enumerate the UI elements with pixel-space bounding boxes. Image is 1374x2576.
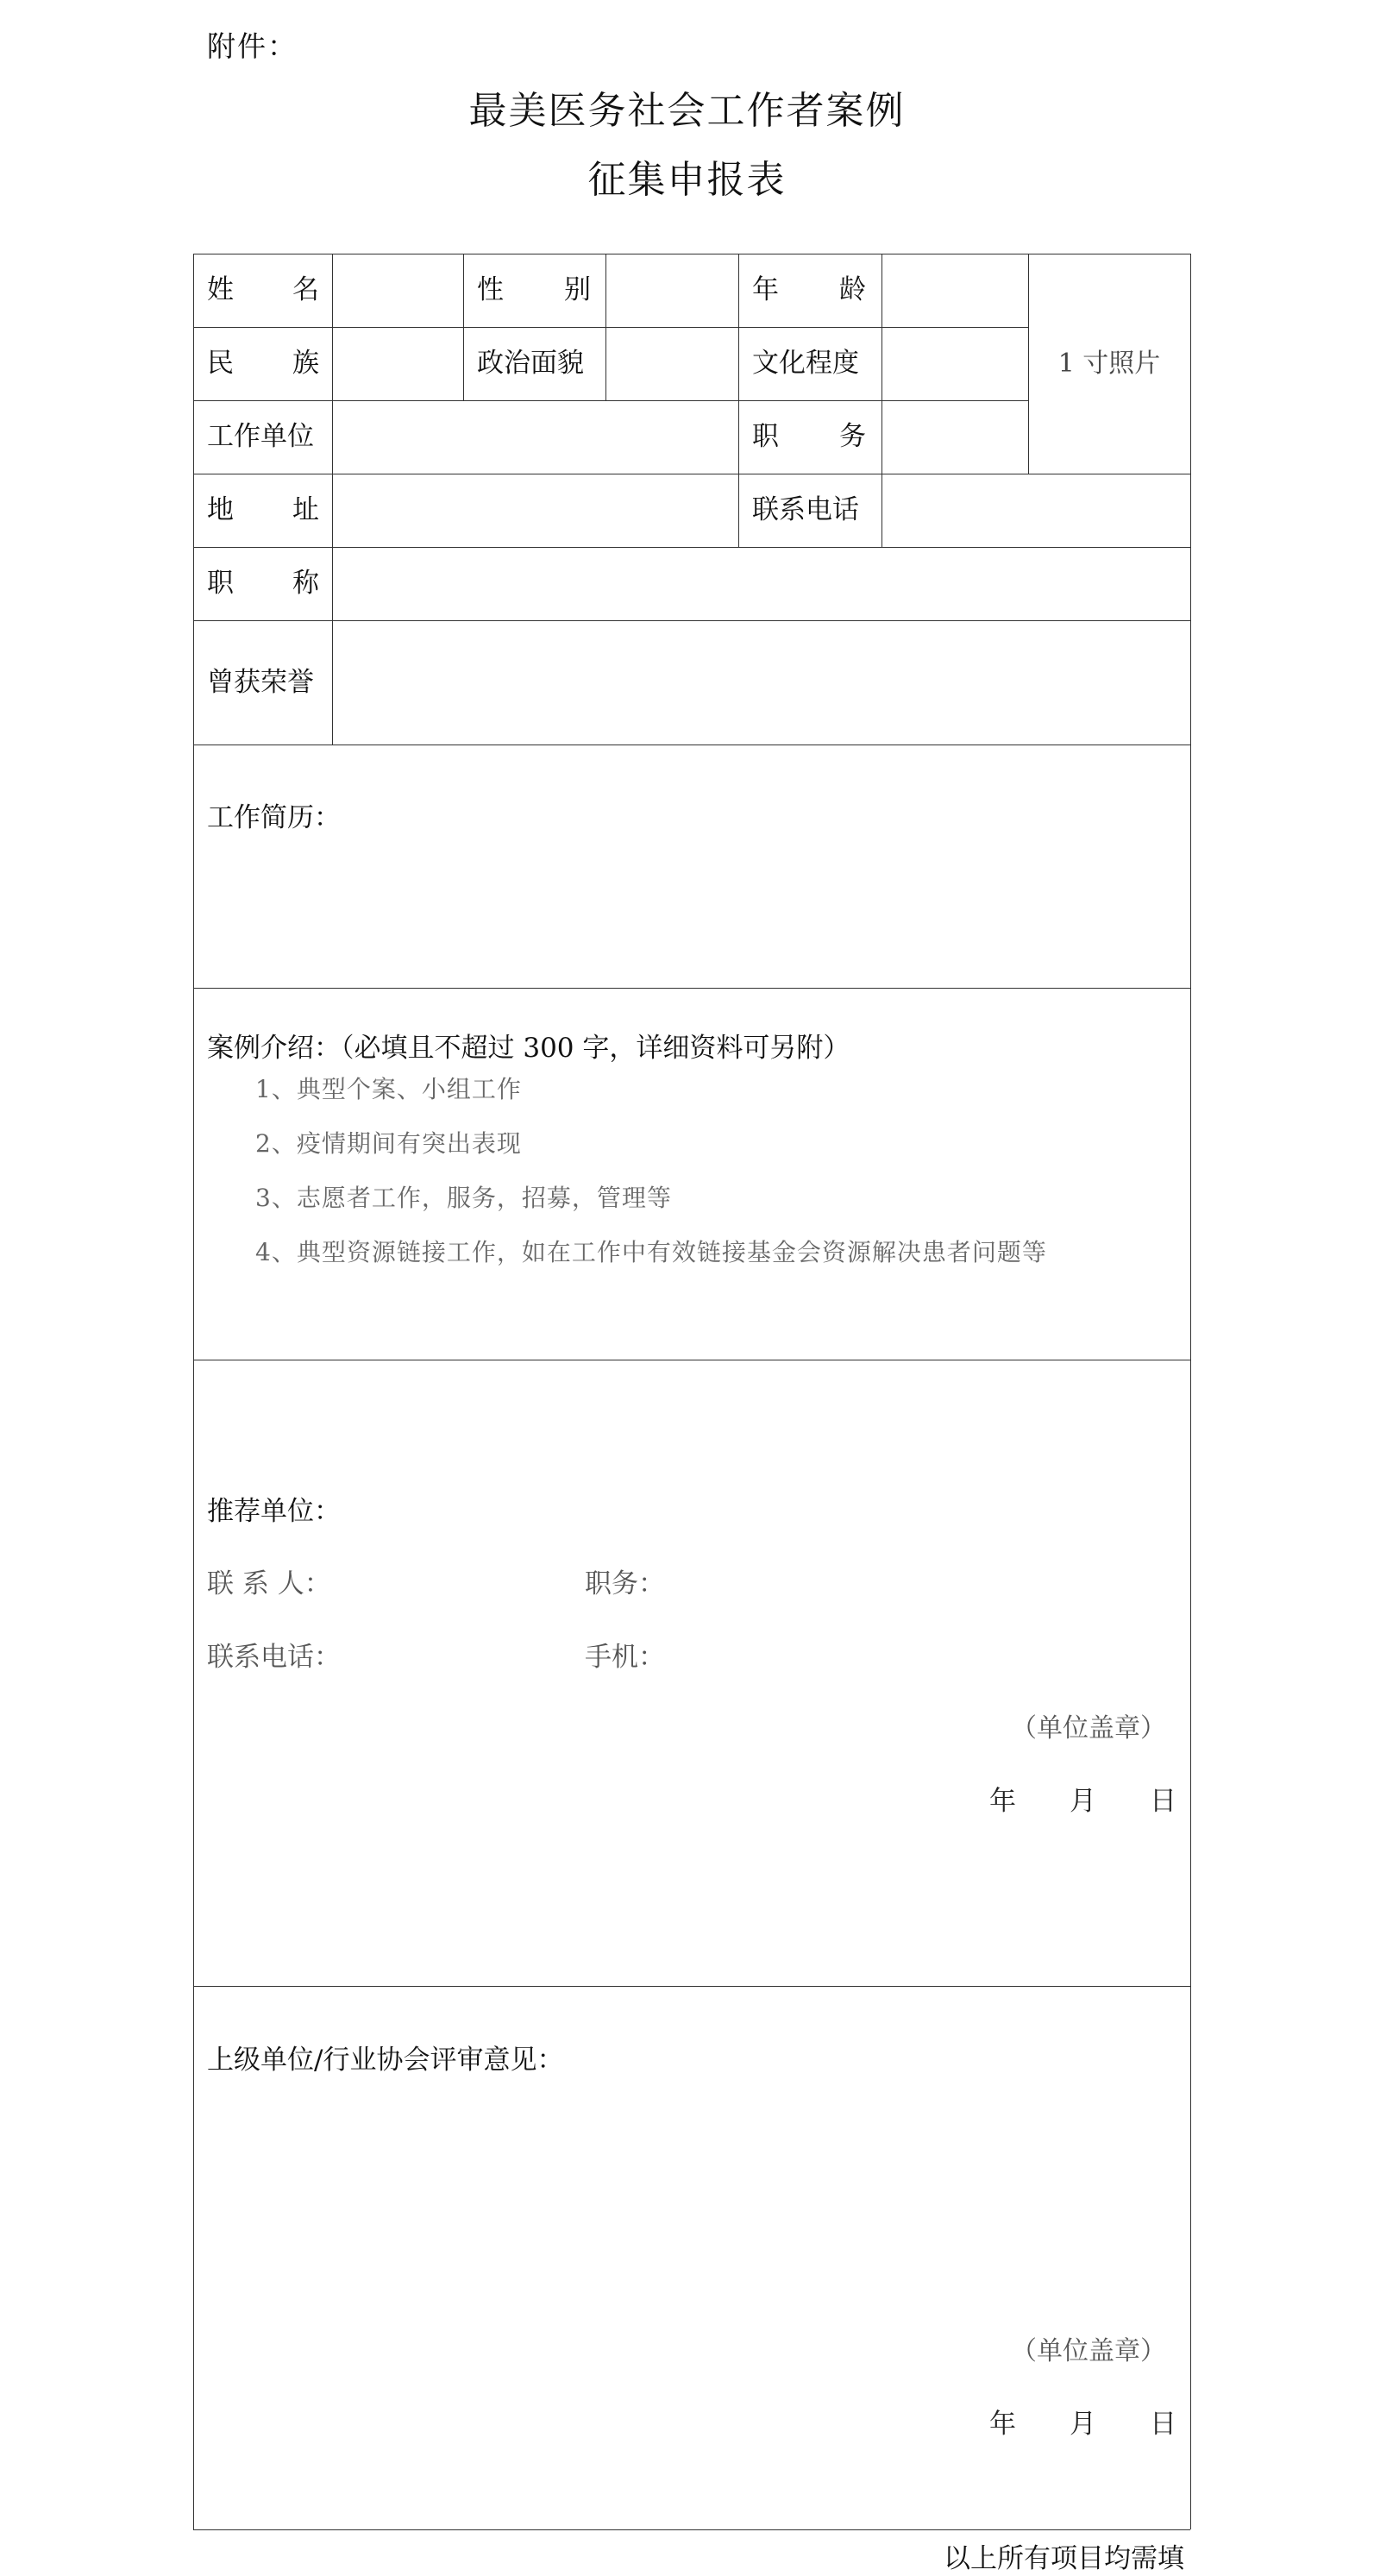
label-honors: 曾获荣誉 [207, 667, 314, 698]
case-intro-item: 1、典型个案、小组工作 [255, 1075, 522, 1103]
address-input[interactable] [332, 474, 738, 547]
political-input[interactable] [605, 327, 738, 400]
phone-input[interactable] [881, 474, 1190, 547]
photo-box[interactable]: 1 寸照片 [1057, 349, 1161, 379]
label-education: 文化程度 [752, 348, 859, 379]
case-intro-item: 4、典型资源链接工作，如在工作中有效链接基金会资源解决患者问题等 [255, 1238, 1047, 1266]
recommend-contact-label: 联 系 人： [207, 1568, 331, 1599]
ethnicity-input[interactable] [332, 327, 463, 400]
education-input[interactable] [881, 327, 1028, 400]
case-intro-item: 3、志愿者工作，服务，招募，管理等 [255, 1184, 672, 1212]
recommend-date: 年 月 日 [989, 1786, 1176, 1817]
title-input[interactable] [332, 547, 1190, 620]
review-label: 上级单位/行业协会评审意见： [207, 2045, 564, 2076]
recommend-seal: （单位盖章） [1011, 1713, 1166, 1744]
recommend-duty-label: 职务： [585, 1568, 665, 1599]
label-position: 职 务 [752, 421, 866, 452]
position-input[interactable] [881, 400, 1028, 474]
name-input[interactable] [332, 254, 463, 327]
recommend-phone-label: 联系电话： [207, 1642, 341, 1673]
review-seal: （单位盖章） [1011, 2336, 1166, 2366]
review-date: 年 月 日 [989, 2409, 1176, 2440]
label-age: 年 龄 [752, 274, 866, 305]
case-intro-label: 案例介绍：（必填且不超过 300 字，详细资料可另附） [207, 1033, 850, 1064]
label-title: 职 称 [207, 568, 319, 599]
work-history-label: 工作简历： [207, 802, 341, 833]
label-employer: 工作单位 [207, 421, 314, 452]
form-title: 最美医务社会工作者案例 [468, 89, 906, 133]
recommend-label: 推荐单位： [207, 1496, 341, 1527]
label-name: 姓 名 [207, 274, 319, 305]
form-subtitle: 征集申报表 [587, 158, 787, 202]
recommend-mobile-label: 手机： [585, 1642, 665, 1673]
honors-input[interactable] [332, 620, 1190, 745]
case-intro-list [255, 1062, 1047, 1279]
label-gender: 性 别 [477, 274, 591, 305]
age-input[interactable] [881, 254, 1028, 327]
attachment-label: 附件： [207, 29, 298, 63]
footer-note: 以上所有项目均需填 [944, 2543, 1184, 2574]
case-intro-item: 2、疫情期间有突出表现 [255, 1129, 522, 1158]
label-phone: 联系电话 [752, 494, 859, 525]
work-history-input[interactable] [193, 745, 1190, 988]
employer-input[interactable] [332, 400, 738, 474]
label-ethnicity: 民 族 [207, 348, 319, 379]
gender-input[interactable] [605, 254, 738, 327]
label-address: 地 址 [207, 494, 319, 525]
label-political: 政治面貌 [477, 348, 584, 379]
application-form [193, 254, 1190, 2529]
